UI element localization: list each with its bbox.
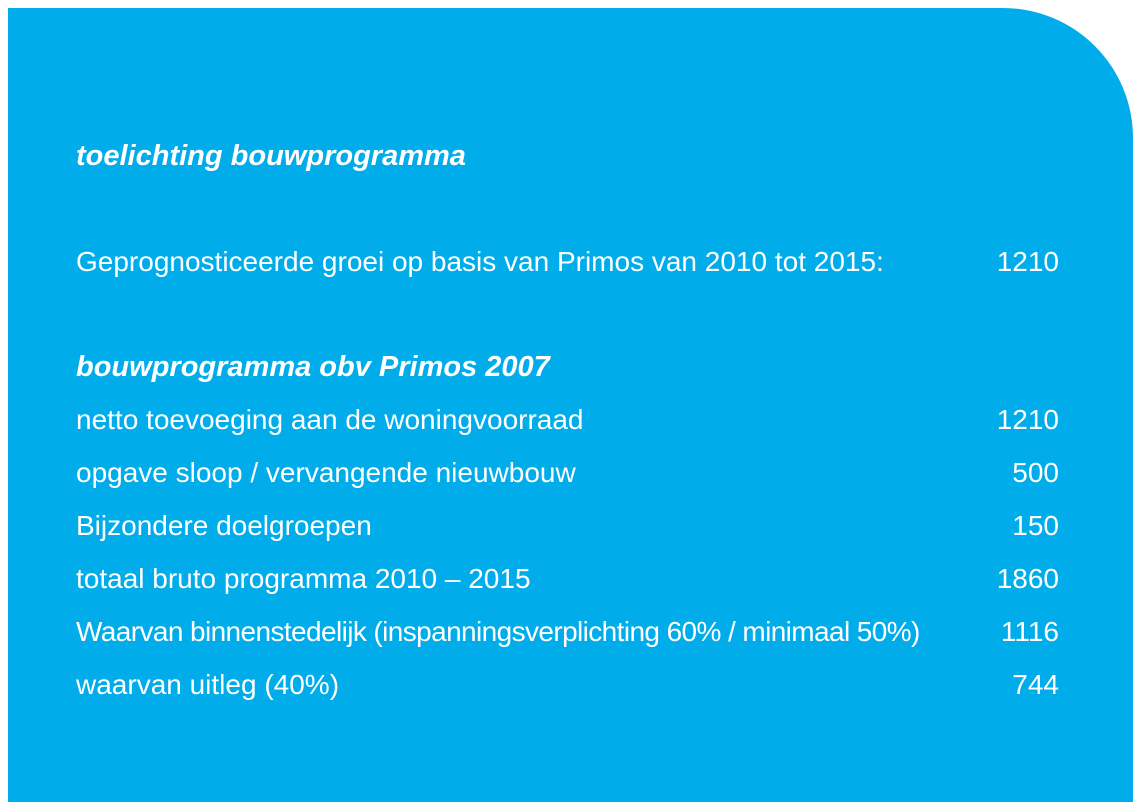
table-row: [76, 508, 1059, 544]
growth-row: [76, 244, 1059, 280]
row-value: 1116: [1000, 616, 1059, 647]
panel-title: toelichting bouwprogramma: [76, 140, 466, 172]
row-label: opgave sloop / vervangende nieuwbouw: [76, 457, 576, 488]
row-value: 744: [1012, 669, 1059, 700]
table-row: [76, 614, 1059, 650]
row-value: 1210: [996, 404, 1059, 435]
table-row: [76, 455, 1059, 491]
growth-label: Geprognosticeerde groei op basis van Primos van 2010 tot 2015:: [76, 246, 884, 277]
section-title: bouwprogramma obv Primos 2007: [76, 351, 550, 383]
growth-value: 1210: [996, 246, 1059, 277]
row-label: totaal bruto programma 2010 – 2015: [76, 563, 531, 594]
info-panel: [8, 8, 1133, 802]
row-label: Bijzondere doelgroepen: [76, 510, 372, 541]
row-label: netto toevoeging aan de woningvoorraad: [76, 404, 584, 435]
table-row: [76, 667, 1059, 703]
row-value: 500: [1012, 457, 1059, 488]
table-row: [76, 402, 1059, 438]
row-value: 1860: [996, 563, 1059, 594]
table-row: [76, 561, 1059, 597]
row-label: Waarvan binnenstedelijk (inspanningsverplichting 60% / minimaal 50%): [76, 616, 920, 647]
row-value: 150: [1012, 510, 1059, 541]
row-label: waarvan uitleg (40%): [76, 669, 340, 700]
